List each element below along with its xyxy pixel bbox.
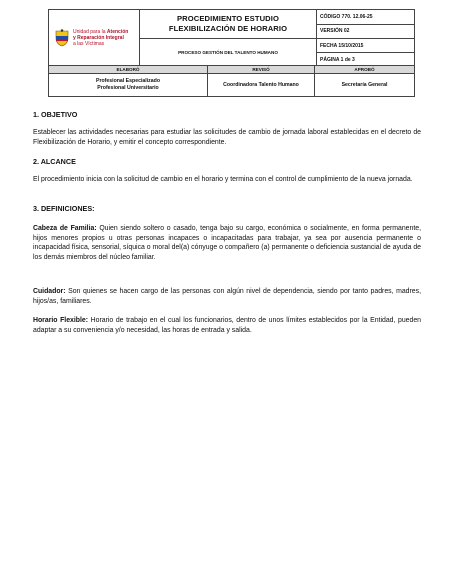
process-name: PROCESO GESTIÓN DEL TALENTO HUMANO — [178, 50, 278, 55]
aprobo-cell: Secretaría General — [315, 74, 415, 97]
document-code: CÓDIGO 770. 12.06-25 — [317, 10, 415, 25]
definition-horario-flexible — [33, 316, 421, 335]
entity-logo — [49, 29, 139, 47]
logo-text: Unidad para la Atención y Reparación Integral a las Víctimas — [73, 29, 129, 47]
section-alcance-text: El procedimiento inicia con la solicitud de cambio en el horario y termina con el control de cumplimiento de la nueva jornada. — [33, 176, 413, 183]
document-date: FECHA 15/10/2015 — [317, 39, 415, 53]
elaboro-role-1: Profesional Especializado — [95, 78, 160, 84]
definition-term: Horario Flexible: — [33, 317, 89, 324]
reviso-cell: Coordinadora Talento Humano — [208, 74, 315, 97]
col-elaboro: ELABORÓ — [49, 66, 208, 74]
definition-text: Quien siendo soltero o casado, tenga bajo su cargo, económica o socialmente, en forma permanente, hijos menores propios u otras personas incapaces o incapacitadas para trabajar, ya sea por ausencia permanente o incapacidad física, sensorial, síquica o moral del(a) cónyuge o compañero (a) permanente o deficiencia sustancial de ayuda de los demás miembros del núcleo familiar. — [33, 225, 422, 261]
section-alcance-title: 2. ALCANCE — [33, 157, 76, 166]
elaboro-role-2: Profesional Universitario — [97, 85, 159, 91]
definition-cuidador — [33, 287, 421, 306]
logo-cell — [49, 10, 140, 67]
page-number: PÁGINA 1 de 3 — [317, 53, 415, 67]
section-objetivo-title: 1. OBJETIVO — [33, 110, 78, 119]
approval-table — [48, 65, 415, 97]
section-definiciones-title: 3. DEFINICIONES: — [33, 204, 95, 213]
document-version: VERSIÓN 02 — [317, 24, 415, 39]
document-header — [48, 9, 415, 67]
section-objetivo-text: Establecer las actividades necesarias para estudiar las solicitudes de cambio de jornada laboral establecidas en el decreto de Flexibilización de Horario, y emitir el concepto correspondiente. — [33, 129, 421, 146]
col-reviso: REVISÓ — [208, 66, 315, 74]
definition-term: Cuidador: — [33, 288, 66, 295]
title-cell — [140, 10, 317, 39]
process-cell — [140, 39, 317, 67]
definition-term: Cabeza de Familia: — [33, 225, 97, 232]
document-title: PROCEDIMIENTO ESTUDIO FLEXIBILIZACIÓN DE HORARIO — [168, 14, 288, 33]
definition-text: Son quienes se hacen cargo de las personas con algún nivel de dependencia, siendo por tanto padres, madres, hijos/as, familiares. — [33, 288, 421, 305]
definition-text: Horario de trabajo en el cual los funcionarios, dentro de unos límites establecidos por la Entidad, pueden adaptar a su conveniencia y/o necesidad, las horas de entrada y salida. — [33, 317, 421, 334]
definition-cabeza-familia — [33, 224, 421, 262]
col-aprobo: APROBÓ — [315, 66, 415, 74]
elaboro-cell — [49, 74, 208, 97]
coat-of-arms-icon — [54, 29, 70, 47]
